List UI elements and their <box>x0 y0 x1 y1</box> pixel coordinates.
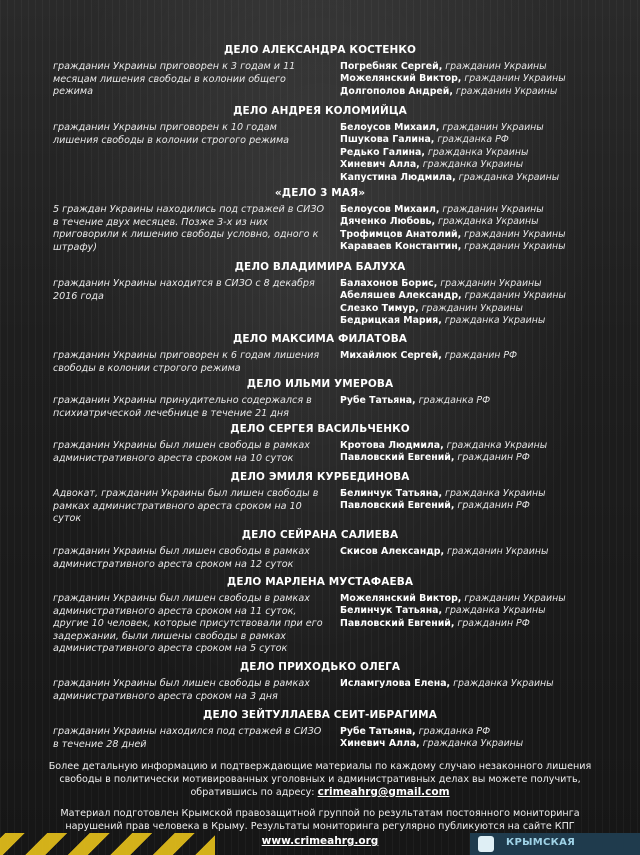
person-citizenship: гражданка Украины <box>444 315 546 327</box>
person-row <box>340 159 630 171</box>
person-citizenship: гражданин Украины <box>442 122 544 133</box>
case-people-list <box>340 350 630 362</box>
person-name: Хиневич Алла, <box>340 159 420 171</box>
person-row <box>340 395 630 407</box>
case-people-list <box>340 61 630 98</box>
person-citizenship: гражданин Украины <box>464 290 566 302</box>
person-citizenship: гражданка Украины <box>445 488 546 499</box>
person-citizenship: гражданин Украины <box>464 228 566 240</box>
person-row <box>340 241 630 253</box>
person-citizenship: гражданин Украины <box>464 73 566 85</box>
person-citizenship: гражданка РФ <box>437 134 509 146</box>
person-row <box>340 315 630 327</box>
person-name: Белоусов Михаил, <box>340 204 440 215</box>
person-name: Трофимцов Анатолий, <box>340 228 462 240</box>
person-citizenship: гражданка Украины <box>453 678 554 689</box>
person-row <box>340 500 630 512</box>
case-people-list <box>340 278 630 328</box>
person-citizenship: гражданка РФ <box>418 726 491 737</box>
person-name: Бедрицкая Мария, <box>340 315 442 327</box>
website-link[interactable]: www.crimeahrg.org <box>261 835 379 847</box>
person-citizenship: гражданка Украины <box>422 159 524 171</box>
footer-info <box>40 760 600 799</box>
person-citizenship: гражданка Украины <box>446 440 548 451</box>
person-citizenship: гражданин РФ <box>457 452 530 464</box>
person-name: Павловский Евгений, <box>340 617 455 629</box>
person-citizenship: гражданин Украины <box>447 546 549 557</box>
case-people-list <box>340 440 630 465</box>
case-description: гражданин Украины был лишен свободы в рамках административного ареста сроком на 11 суток, другие 10 человек, которые присутствовали при его задержании, были лишены свободы в рамках административного ареста сроком на 5 суток <box>53 593 323 655</box>
person-citizenship: гражданин Украины <box>464 241 566 253</box>
case-title: ДЕЛО СЕЙРАНА САЛИЕВА <box>241 529 399 541</box>
hazard-stripes <box>0 833 215 855</box>
person-row <box>340 61 630 73</box>
case-description: гражданин Украины приговорен к 10 годам лишения свободы в колонии строгого режима <box>53 122 290 146</box>
case-title: ДЕЛО АНДРЕЯ КОЛОМИЙЦА <box>233 105 407 117</box>
person-name: Можелянский Виктор, <box>340 73 462 85</box>
case-description: гражданин Украины был лишен свободы в рамках административного ареста сроком на 12 суток <box>53 546 310 570</box>
person-name: Рубе Татьяна, <box>340 726 416 737</box>
case-title: ДЕЛО АЛЕКСАНДРА КОСТЕНКО <box>223 44 417 56</box>
person-name: Слезко Тимур, <box>340 302 419 314</box>
person-citizenship: гражданин Украины <box>445 61 547 72</box>
case-people-list <box>340 204 630 254</box>
person-citizenship: гражданка Украины <box>438 216 539 228</box>
email-link[interactable]: crimeahrg@gmail.com <box>317 786 450 798</box>
person-row <box>340 216 630 228</box>
case-description: гражданин Украины находится в СИЗО с 8 декабря 2016 года <box>53 278 315 302</box>
person-citizenship: гражданка Украины <box>427 146 529 158</box>
person-name: Павловский Евгений, <box>340 500 455 512</box>
person-row <box>340 593 630 605</box>
footer-credits: Материал подготовлен Крымской правозащитной группой по результатам постоянного мониторинга нарушений прав человека в Крыму. Результаты мониторинга регулярно публикуются на сайте КПГ <box>60 808 580 832</box>
person-row <box>340 86 630 98</box>
person-citizenship: гражданин РФ <box>444 350 518 361</box>
person-name: Кротова Людмила, <box>340 440 444 451</box>
person-row <box>340 147 630 159</box>
person-name: Белинчук Татьяна, <box>340 488 443 499</box>
person-citizenship: гражданин РФ <box>457 500 530 512</box>
case-description: гражданин Украины приговорен к 6 годам лишения свободы в колонии строгого режима <box>53 350 320 374</box>
case-people-list <box>340 488 630 513</box>
case-title: ДЕЛО ЭМИЛЯ КУРБЕДИНОВА <box>230 471 410 483</box>
person-name: Погребняк Сергей, <box>340 61 443 72</box>
person-citizenship: гражданин Украины <box>442 204 544 215</box>
case-people-list <box>340 546 630 558</box>
case-title: ДЕЛО МАКСИМА ФИЛАТОВА <box>232 333 408 345</box>
person-row <box>340 303 630 315</box>
case-title: ДЕЛО ПРИХОДЬКО ОЛЕГА <box>239 661 401 673</box>
khpg-logo <box>470 833 640 855</box>
person-row <box>340 134 630 146</box>
person-row <box>340 122 630 134</box>
person-citizenship: гражданка РФ <box>418 395 491 406</box>
person-citizenship: гражданин Украины <box>440 278 542 289</box>
person-row <box>340 350 630 362</box>
person-citizenship: гражданка Украины <box>445 605 546 617</box>
case-people-list <box>340 122 630 184</box>
person-name: Белоусов Михаил, <box>340 122 440 133</box>
person-row <box>340 605 630 617</box>
case-title: ДЕЛО СЕРГЕЯ ВАСИЛЬЧЕНКО <box>230 423 410 435</box>
case-description: 5 граждан Украины находились под стражей в СИЗО в течение двух месяцев. Позже 3-х из них приговорили к лишению свободы условно, одного к штрафу) <box>53 204 325 253</box>
person-citizenship: гражданка Украины <box>458 171 560 183</box>
person-name: Хиневич Алла, <box>340 738 420 750</box>
person-row <box>340 452 630 464</box>
case-title: ДЕЛО ВЛАДИМИРА БАЛУХА <box>234 261 406 273</box>
person-row <box>340 678 630 690</box>
person-name: Павловский Евгений, <box>340 452 455 464</box>
person-row <box>340 290 630 302</box>
person-citizenship: гражданин Украины <box>464 593 566 604</box>
case-title: ДЕЛО МАРЛЕНА МУСТАФАЕВА <box>226 576 414 588</box>
case-description: гражданин Украины был лишен свободы в рамках административного ареста сроком на 10 суток <box>53 440 310 464</box>
person-row <box>340 229 630 241</box>
person-row <box>340 278 630 290</box>
person-name: Абеляшев Александр, <box>340 290 462 302</box>
person-name: Скисов Александр, <box>340 546 445 557</box>
logo-mark-icon <box>478 836 494 852</box>
case-title: «ДЕЛО 3 МАЯ» <box>274 187 366 199</box>
person-citizenship: гражданин Украины <box>421 302 523 314</box>
case-people-list <box>340 678 630 690</box>
person-name: Балахонов Борис, <box>340 278 438 289</box>
case-title: ДЕЛО ЗЕЙТУЛЛАЕВА СЕИТ-ИБРАГИМА <box>203 709 437 721</box>
person-row <box>340 618 630 630</box>
person-row <box>340 440 630 452</box>
footer-info-text: Более детальную информацию и подтверждающие материалы по каждому случаю незаконного лишения свободы в политически мотивированных уголовных и административных делах вы можете получить, обратившись по адресу: <box>48 761 592 798</box>
case-people-list <box>340 395 630 407</box>
case-description: гражданин Украины был лишен свободы в рамках административного ареста сроком на 3 дня <box>53 678 310 702</box>
logo-text: КРЫМСКАЯ <box>506 837 576 848</box>
person-name: Белинчук Татьяна, <box>340 605 443 617</box>
person-name: Редько Галина, <box>340 146 425 158</box>
person-name: Исламгулова Елена, <box>340 678 451 689</box>
person-row <box>340 73 630 85</box>
person-name: Дяченко Любовь, <box>340 216 436 228</box>
case-description: гражданин Украины принудительно содержался в психиатрической лечебнице в течение 21 дня <box>53 395 312 419</box>
person-row <box>340 172 630 184</box>
person-row <box>340 546 630 558</box>
case-description: гражданин Украины находился под стражей в СИЗО в течение 28 дней <box>53 726 322 750</box>
case-description: гражданин Украины приговорен к 3 годам и 11 месяцам лишения свободы в колонии общего режима <box>53 61 296 98</box>
case-people-list <box>340 593 630 630</box>
person-name: Капустина Людмила, <box>340 171 456 183</box>
person-row <box>340 488 630 500</box>
person-row <box>340 204 630 216</box>
person-citizenship: гражданка Украины <box>422 738 524 750</box>
case-description: Адвокат, гражданин Украины был лишен свободы в рамках административного ареста сроком на 10 суток <box>53 488 319 525</box>
case-title: ДЕЛО ИЛЬМИ УМЕРОВА <box>246 378 394 390</box>
person-name: Рубе Татьяна, <box>340 395 416 406</box>
person-citizenship: гражданин РФ <box>457 617 530 629</box>
case-people-list <box>340 726 630 751</box>
person-name: Можелянский Виктор, <box>340 593 462 604</box>
person-name: Михайлюк Сергей, <box>340 350 442 361</box>
person-row <box>340 726 630 738</box>
person-row <box>340 738 630 750</box>
person-name: Долгополов Андрей, <box>340 85 453 97</box>
person-name: Караваев Константин, <box>340 241 462 253</box>
person-citizenship: гражданин Украины <box>455 85 558 97</box>
person-name: Пшукова Галина, <box>340 134 435 146</box>
